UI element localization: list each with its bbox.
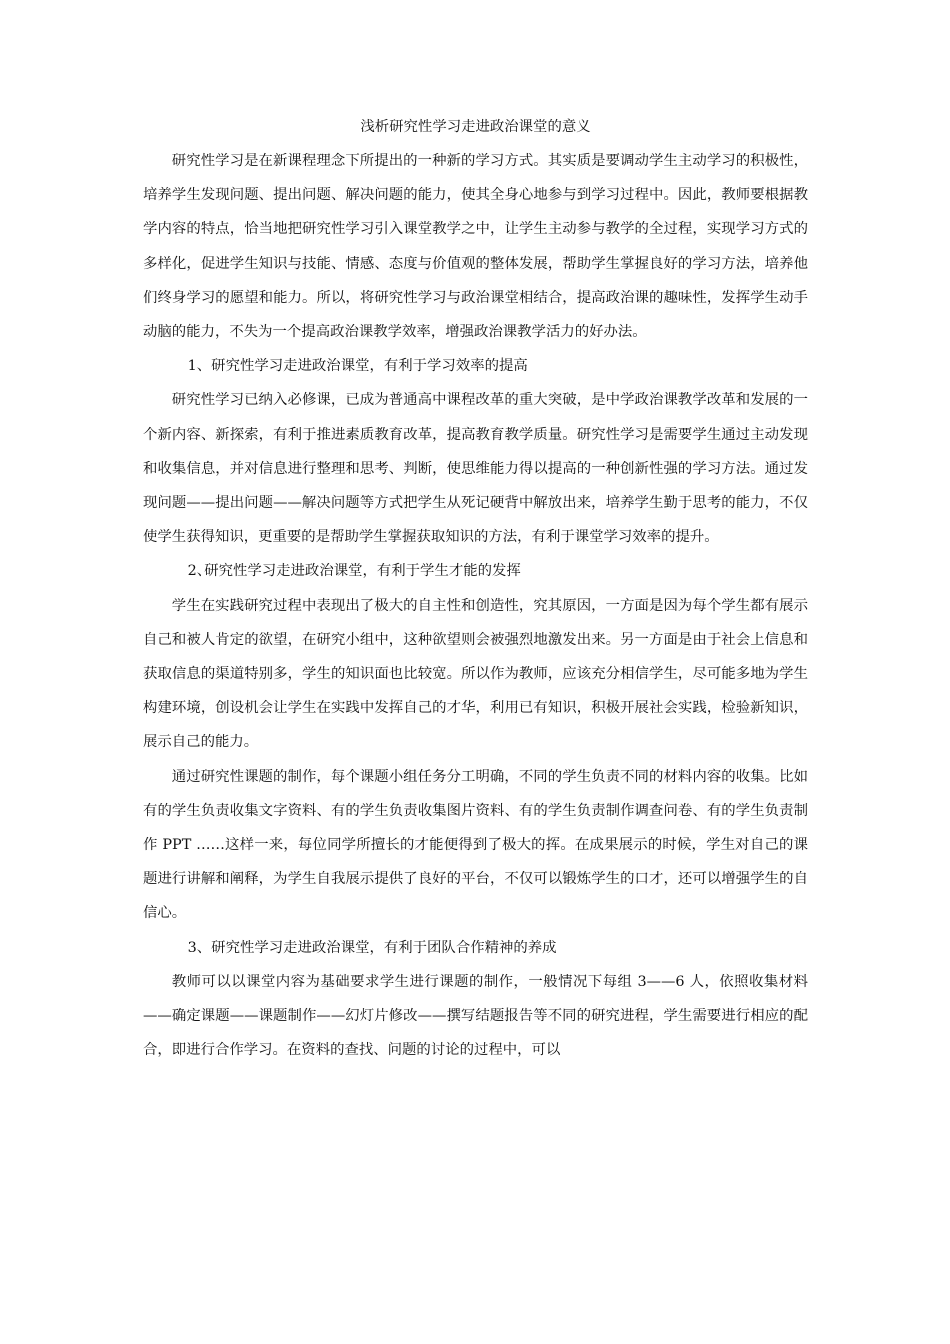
section-number: 1、 [187,358,212,375]
paragraph-section-1: 研究性学习已纳入必修课，已成为普通高中课程改革的重大突破，是中学政治课教学改革和发展的一个新内容、新探索，有利于推进素质教育改革，提高教育教学质量。研究性学习是需要学生通过主动发现和收集信息，并对信息进行整理和思考、判断，使思维能力得以提高的一种创新性强的学习方法。通过发现问题——提出问题——解决问题等方式把学生从死记硬背中解放出来，培养学生勤于思考的能力，不仅使学生获得知识，更重要的是帮助学生掌握获取知识的方法，有利于课堂学习效率的提升。 [143,392,808,546]
section-heading-3 [143,931,808,965]
section-heading-2 [143,554,808,588]
section-number: 2、 [187,563,212,580]
paragraph-section-3: 教师可以以课堂内容为基础要求学生进行课题的制作，一般情况下每组 3——6 人，依照收集材料——确定课题——课题制作——幻灯片修改——撰写结题报告等不同的研究进程，学生需要进行相应的配合，即进行合作学习。在资料的查找、问题的讨论的过程中，可以 [143,973,808,1059]
paragraph-intro: 研究性学习是在新课程理念下所提出的一种新的学习方式。其实质是要调动学生主动学习的积极性，培养学生发现问题、提出问题、解决问题的能力，使其全身心地参与到学习过程中。因此，教师要根据教学内容的特点，恰当地把研究性学习引入课堂教学之中，让学生主动参与教学的全过程，实现学习方式的多样化，促进学生知识与技能、情感、态度与价值观的整体发展，帮助学生掌握良好的学习方法，培养他们终身学习的愿望和能力。所以，将研究性学习与政治课堂相结合，提高政治课的趣味性，发挥学生动手动脑的能力，不失为一个提高政治课教学效率，增强政治课教学活力的好办法。 [143,153,808,341]
paragraph-section-2b: 通过研究性课题的制作，每个课题小组任务分工明确，不同的学生负责不同的材料内容的收集。比如有的学生负责收集文字资料、有的学生负责收集图片资料、有的学生负责制作调查问卷、有的学生负责制作 PPT ……这样一来，每位同学所擅长的才能便得到了极大的挥。在成果展示的时候，学生对自己的课题进行讲解和阐释，为学生自我展示提供了良好的平台，不仅可以锻炼学生的口才，还可以增强学生的自信心。 [143,768,808,922]
section-heading-text: 研究性学习走进政治课堂，有利于团队合作精神的养成 [211,939,557,956]
section-number: 3、 [187,939,212,956]
section-heading-text: 研究性学习走进政治课堂，有利于学生才能的发挥 [204,563,521,580]
document-title: 浅析研究性学习走进政治课堂的意义 [360,119,591,135]
document-page [143,112,808,1067]
paragraph-section-2a: 学生在实践研究过程中表现出了极大的自主性和创造性，究其原因，一方面是因为每个学生都有展示自己和被人肯定的欲望，在研究小组中，这种欲望则会被强烈地激发出来。另一方面是由于社会上信息和获取信息的渠道特别多，学生的知识面也比较宽。所以作为教师，应该充分相信学生，尽可能多地为学生构建环境，创设机会让学生在实践中发挥自己的才华，利用已有知识，积极开展社会实践，检验新知识，展示自己的能力。 [143,597,808,751]
section-heading-text: 研究性学习走进政治课堂，有利于学习效率的提高 [211,358,528,375]
section-heading-1 [143,349,808,383]
